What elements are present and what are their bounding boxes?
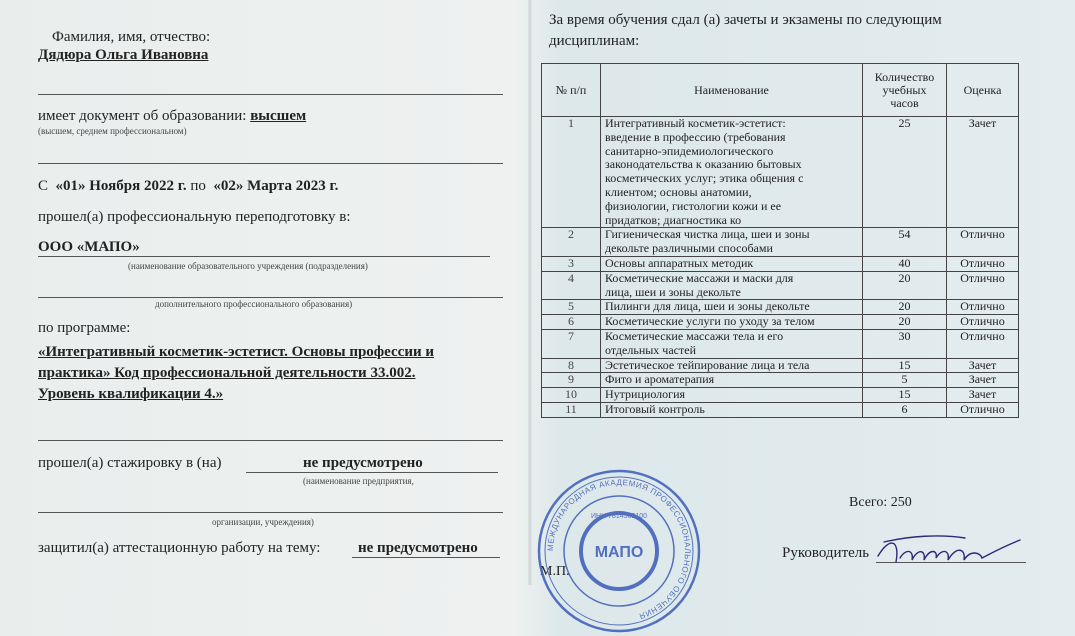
- rule-line: [352, 557, 500, 558]
- discipline-line: клиентом; основы анатомии,: [605, 184, 752, 199]
- row-hours: 20: [863, 315, 947, 330]
- rule-line: [38, 256, 490, 257]
- row-grade: Зачет: [947, 388, 1019, 403]
- row-hours: 6: [863, 402, 947, 417]
- fio-label: Фамилия, имя, отчество:: [52, 29, 211, 45]
- organization-seal: [534, 466, 704, 636]
- table-row: [542, 402, 1019, 417]
- rule-line: [38, 94, 503, 95]
- period: С «01» Ноября 2022 г. по «02» Марта 2023 г.: [38, 178, 339, 194]
- row-num: 5: [542, 300, 601, 315]
- seal-inn-text: ИНН 7814502100: [590, 513, 648, 520]
- col-header-grade: Оценка: [947, 64, 1019, 117]
- table-row: [542, 300, 1019, 315]
- row-discipline: [601, 300, 863, 315]
- table-header-row: [542, 64, 1019, 117]
- dpo-hint: дополнительного профессионального образования): [155, 299, 353, 309]
- period-from: «01» Ноября 2022 г.: [55, 178, 187, 194]
- row-discipline: [601, 315, 863, 330]
- discipline-line: лица, шеи и зоны декольте: [605, 284, 741, 299]
- row-num: 3: [542, 256, 601, 271]
- row-discipline: [601, 117, 863, 228]
- row-hours: 20: [863, 300, 947, 315]
- edu-hint: (высшем, среднем профессиональном): [38, 126, 187, 136]
- col-header-name: Наименование: [601, 64, 863, 117]
- row-hours: 40: [863, 256, 947, 271]
- table-row: [542, 117, 1019, 228]
- rule-line: [38, 512, 503, 513]
- edu-label: имеет документ об образовании: высшем: [38, 108, 307, 124]
- row-grade: Отлично: [947, 300, 1019, 315]
- row-hours: 5: [863, 373, 947, 388]
- discipline-line: Интегративный косметик-эстетист:: [605, 116, 786, 130]
- table-row: [542, 329, 1019, 358]
- rule-line: [38, 297, 503, 298]
- row-discipline: [601, 373, 863, 388]
- discipline-line: Нутрициология: [605, 387, 686, 402]
- director-signature: [870, 528, 1030, 578]
- discipline-line: санитарно-эпидемиологического: [605, 143, 774, 158]
- table-row: [542, 388, 1019, 403]
- row-num: 9: [542, 373, 601, 388]
- row-num: 1: [542, 117, 601, 228]
- row-num: 2: [542, 228, 601, 257]
- row-grade: Зачет: [947, 117, 1019, 228]
- fio-value: Дядюра Ольга Ивановна: [38, 47, 209, 63]
- table-row: [542, 228, 1019, 257]
- row-grade: Отлично: [947, 256, 1019, 271]
- org-hint-2: организации, учреждения): [212, 517, 314, 527]
- discipline-line: отдельных частей: [605, 342, 696, 357]
- discipline-line: косметических услуг; этика общения с: [605, 171, 804, 186]
- discipline-line: Фито и ароматерапия: [605, 372, 715, 387]
- row-hours: 54: [863, 228, 947, 257]
- table-row: [542, 358, 1019, 373]
- row-hours: 15: [863, 358, 947, 373]
- program-line-3: Уровень квалификации 4.»: [38, 386, 224, 402]
- row-grade: Зачет: [947, 373, 1019, 388]
- row-grade: Отлично: [947, 315, 1019, 330]
- row-discipline: [601, 358, 863, 373]
- rule-line: [246, 472, 498, 473]
- discipline-line: Основы аппаратных методик: [605, 255, 754, 270]
- col-header-num: № п/п: [542, 64, 601, 117]
- row-num: 11: [542, 402, 601, 417]
- grades-heading-line-2: дисциплинам:: [549, 33, 640, 49]
- table-row: [542, 256, 1019, 271]
- director-label: Руководитель: [782, 545, 870, 561]
- mp-label: М.П.: [540, 564, 570, 579]
- col-header-hours: Количество учебных часов: [863, 64, 947, 117]
- total-hours: Всего: 250: [849, 495, 912, 510]
- discipline-line: Косметические массажи и маски для: [605, 270, 794, 285]
- row-hours: 30: [863, 329, 947, 358]
- row-num: 4: [542, 271, 601, 300]
- internship-hint: (наименование предприятия,: [303, 476, 414, 486]
- discipline-line: введение в профессию (требования: [605, 129, 786, 144]
- row-num: 6: [542, 315, 601, 330]
- discipline-line: придатков; диагностика ко: [605, 212, 742, 227]
- thesis-value: не предусмотрено: [358, 540, 478, 556]
- seal-center-text: МАПО: [594, 544, 644, 561]
- table-row: [542, 315, 1019, 330]
- row-hours: 25: [863, 117, 947, 228]
- row-grade: Отлично: [947, 271, 1019, 300]
- table-row: [542, 373, 1019, 388]
- row-num: 7: [542, 329, 601, 358]
- row-discipline: [601, 271, 863, 300]
- row-discipline: [601, 228, 863, 257]
- discipline-line: Эстетическое тейпирование лица и тела: [605, 357, 810, 372]
- row-discipline: [601, 256, 863, 271]
- row-discipline: [601, 388, 863, 403]
- discipline-line: Итоговый контроль: [605, 401, 705, 416]
- period-to: «02» Марта 2023 г.: [213, 178, 339, 194]
- discipline-line: законодательства к оказанию бытовых: [605, 157, 802, 172]
- row-grade: Отлично: [947, 402, 1019, 417]
- row-num: 10: [542, 388, 601, 403]
- edu-value: высшем: [250, 108, 307, 124]
- program-label: по программе:: [38, 320, 131, 336]
- seal-ring-text: МЕЖДУНАРОДНАЯ АКАДЕМИЯ ПРОФЕССИОНАЛЬНОГО ОБУЧЕНИЯ: [545, 477, 693, 621]
- grades-table: [541, 63, 1019, 418]
- thesis-label: защитил(а) аттестационную работу на тему:: [38, 540, 321, 556]
- row-grade: Зачет: [947, 358, 1019, 373]
- discipline-line: Пилинги для лица, шеи и зоны декольте: [605, 299, 810, 314]
- row-discipline: [601, 402, 863, 417]
- table-row: [542, 271, 1019, 300]
- grades-heading-line-1: За время обучения сдал (а) зачеты и экзамены по следующим: [549, 12, 942, 28]
- discipline-line: физиологии, гистологии кожи и ее: [605, 198, 782, 213]
- discipline-line: Гигиеническая чистка лица, шеи и зоны: [605, 227, 810, 242]
- row-grade: Отлично: [947, 329, 1019, 358]
- org-hint: (наименование образовательного учреждения (подразделения): [128, 261, 368, 271]
- row-hours: 20: [863, 271, 947, 300]
- row-discipline: [601, 329, 863, 358]
- row-grade: Отлично: [947, 228, 1019, 257]
- discipline-line: декольте различными способами: [605, 241, 773, 256]
- retraining-label: прошел(а) профессиональную переподготовку в:: [38, 209, 351, 225]
- discipline-line: Косметические услуги по уходу за телом: [605, 314, 815, 329]
- row-num: 8: [542, 358, 601, 373]
- internship-value: не предусмотрено: [303, 455, 423, 471]
- row-hours: 15: [863, 388, 947, 403]
- page-fold: [528, 0, 532, 585]
- rule-line: [38, 163, 503, 164]
- program-line-1: «Интегративный косметик-эстетист. Основы профессии и: [38, 344, 435, 360]
- discipline-line: Косметические массажи тела и его: [605, 328, 784, 343]
- internship-label: прошел(а) стажировку в (на): [38, 455, 222, 471]
- program-line-2: практика» Код профессиональной деятельности 33.002.: [38, 365, 416, 381]
- org-value: ООО «МАПО»: [38, 239, 140, 255]
- rule-line: [38, 440, 503, 441]
